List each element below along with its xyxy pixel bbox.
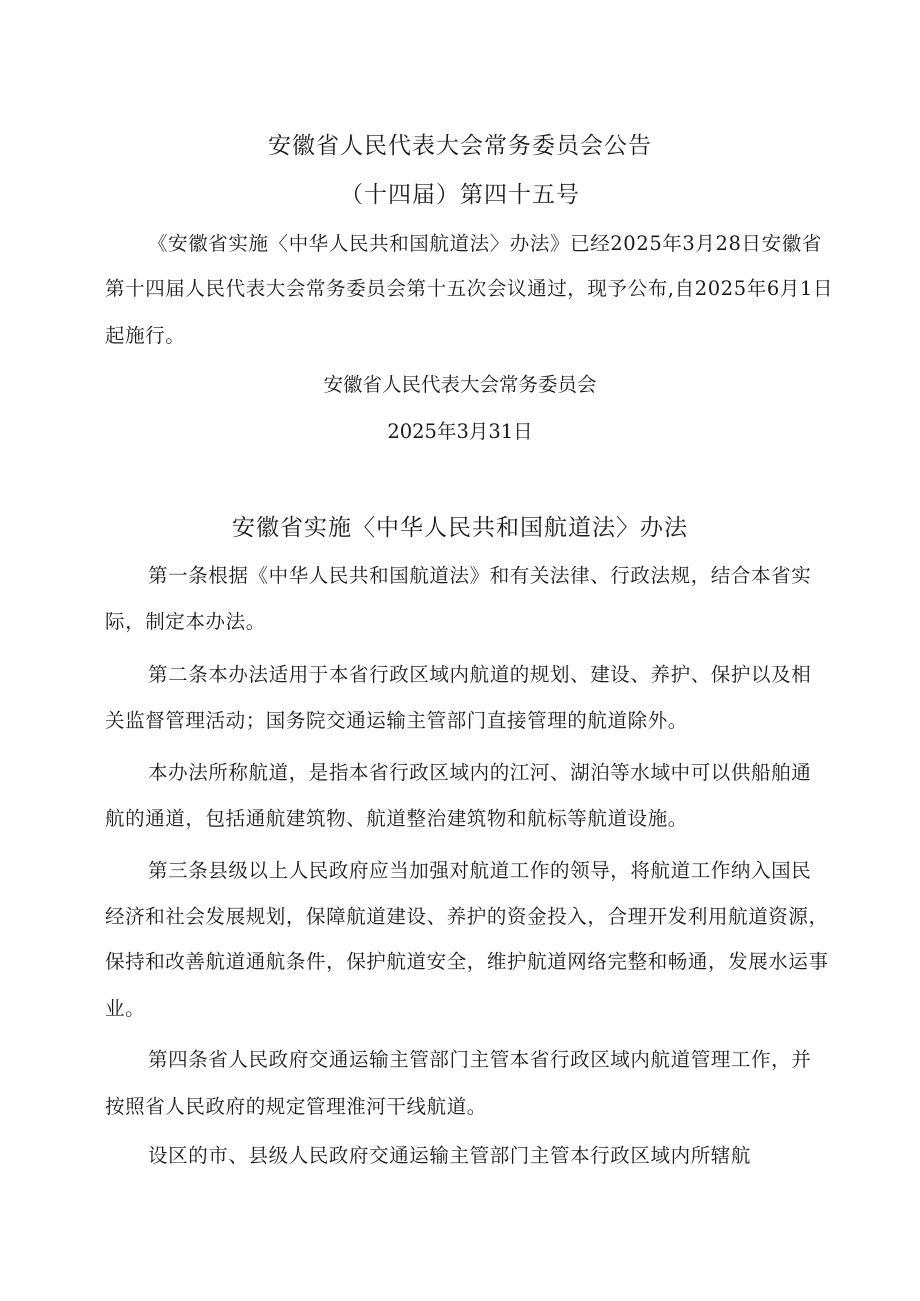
article-line: 本办法所称航道，是指本省行政区域内的江河、湖泊等水域中可以供船舶通: [148, 761, 812, 784]
announcement-body-line: 《安徽省实施〈中华人民共和国航道法〉办法》已经2025年3月28日安徽省: [148, 232, 822, 255]
article-line: 第四条省人民政府交通运输主管部门主管本省行政区域内航道管理工作，并: [148, 1048, 812, 1071]
article-line: 航的通道，包括通航建筑物、航道整治建筑物和航标等航道设施。: [105, 807, 688, 830]
regulation-title: 安徽省实施〈中华人民共和国航道法〉办法: [232, 515, 688, 541]
article-line: 经济和社会发展规划，保障航道建设、养护的资金投入，合理开发利用航道资源，: [105, 905, 829, 928]
article-line: 按照省人民政府的规定管理淮河干线航道。: [105, 1095, 487, 1118]
announcement-body-line: 第十四届人民代表大会常务委员会第十五次会议通过，现予公布,自2025年6月1日: [105, 277, 834, 300]
article-line: 保持和改善航道通航条件，保护航道安全，维护航道网络完整和畅通，发展水运事: [105, 950, 829, 973]
announcement-title: 安徽省人民代表大会常务委员会公告: [268, 133, 652, 159]
announcement-number: （十四届）第四十五号: [340, 182, 580, 208]
article-line: 第三条县级以上人民政府应当加强对航道工作的领导，将航道工作纳入国民: [148, 859, 812, 882]
article-line: 第二条本办法适用于本省行政区域内航道的规划、建设、养护、保护以及相: [148, 663, 812, 686]
article-line: 关监督管理活动；国务院交通运输主管部门直接管理的航道除外。: [105, 709, 688, 732]
article-line: 业。: [105, 997, 146, 1020]
article-line: 际，制定本办法。: [105, 610, 266, 633]
issue-date: 2025年3月31日: [387, 420, 533, 443]
issuer: 安徽省人民代表大会常务委员会: [323, 373, 597, 396]
article-line: 第一条根据《中华人民共和国航道法》和有关法律、行政法规，结合本省实: [148, 564, 812, 587]
article-line: 设区的市、县级人民政府交通运输主管部门主管本行政区域内所辖航: [148, 1144, 752, 1167]
announcement-body-line: 起施行。: [105, 324, 186, 347]
